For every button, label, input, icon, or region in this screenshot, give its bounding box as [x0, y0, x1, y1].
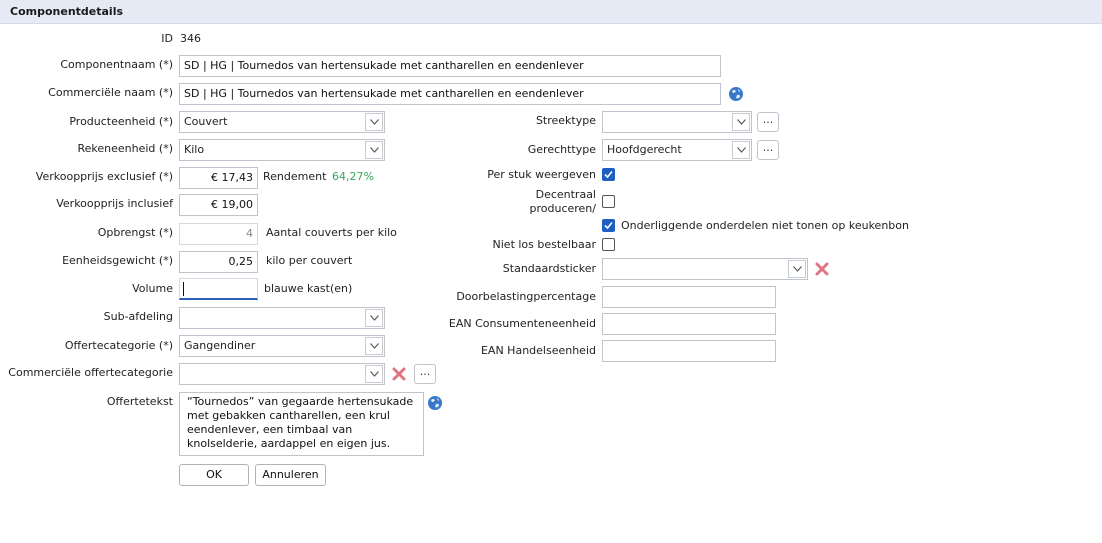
sub-afdeling-label: Sub-afdeling	[103, 310, 173, 323]
producteenheid-value: Couvert	[184, 115, 228, 128]
offertecategorie-label: Offertecategorie (*)	[64, 339, 173, 352]
commerciele-offertecategorie-label: Commerciële offertecategorie	[8, 366, 173, 379]
producteenheid-label: Producteenheid (*)	[69, 115, 173, 128]
niet-los-checkbox[interactable]	[602, 238, 615, 251]
standaardsticker-label: Standaardsticker	[502, 262, 596, 275]
componentnaam-input[interactable]: SD | HG | Tournedos van hertensukade met cantharellen en eendenlever	[179, 55, 721, 77]
gerechttype-select[interactable]	[602, 139, 752, 161]
eenheidsgewicht-input[interactable]: 0,25	[179, 251, 258, 273]
remove-x-icon[interactable]	[815, 262, 829, 276]
opbrengst-input: 4	[179, 223, 258, 245]
chevron-down-icon[interactable]	[365, 365, 383, 383]
opbrengst-label: Opbrengst (*)	[97, 226, 173, 239]
per-stuk-checkbox[interactable]	[602, 168, 615, 181]
chevron-down-icon[interactable]	[788, 260, 806, 278]
chevron-down-icon[interactable]	[365, 141, 383, 159]
verkoopprijs-excl-label: Verkoopprijs exclusief (*)	[35, 170, 173, 183]
globe-icon[interactable]	[427, 395, 443, 411]
id-label: ID	[161, 32, 173, 45]
onderliggende-checkbox[interactable]	[602, 219, 615, 232]
doorbelasting-label: Doorbelastingpercentage	[456, 290, 596, 303]
offertecategorie-value: Gangendiner	[184, 339, 256, 352]
sub-afdeling-select[interactable]	[179, 307, 385, 329]
eenheidsgewicht-label: Eenheidsgewicht (*)	[62, 254, 173, 267]
offertetekst-label: Offertetekst	[106, 395, 173, 408]
checkmark-icon	[604, 170, 613, 179]
rendement-label: Rendement	[263, 170, 327, 183]
commerciele-offertecategorie-more-button[interactable]: ...	[414, 364, 436, 384]
annuleren-button[interactable]: Annuleren	[255, 464, 326, 486]
doorbelasting-input[interactable]	[602, 286, 776, 308]
per-stuk-label: Per stuk weergeven	[487, 168, 596, 181]
gerechttype-label: Gerechttype	[527, 143, 596, 156]
remove-x-icon[interactable]	[392, 367, 406, 381]
offertecategorie-select[interactable]	[179, 335, 385, 357]
id-value: 346	[180, 32, 201, 45]
gerechttype-value: Hoofdgerecht	[607, 143, 682, 156]
rendement-value: 64,27%	[332, 170, 374, 183]
chevron-down-icon[interactable]	[365, 113, 383, 131]
streektype-label: Streektype	[535, 114, 596, 127]
componentnaam-label: Componentnaam (*)	[60, 58, 173, 71]
niet-los-label: Niet los bestelbaar	[492, 238, 596, 251]
checkmark-icon	[604, 221, 613, 230]
ean-handel-input[interactable]	[602, 340, 776, 362]
ean-handel-label: EAN Handelseenheid	[480, 344, 596, 357]
verkoopprijs-excl-input[interactable]: € 17,43	[179, 167, 258, 189]
ean-consument-input[interactable]	[602, 313, 776, 335]
ean-consument-label: EAN Consumenteneenheid	[448, 317, 596, 330]
gerechttype-more-button[interactable]: ...	[757, 140, 779, 160]
chevron-down-icon[interactable]	[732, 141, 750, 159]
globe-icon[interactable]	[728, 86, 744, 102]
producteenheid-select[interactable]	[179, 111, 385, 133]
section-header	[0, 0, 1102, 24]
commerciele-naam-label: Commerciële naam (*)	[48, 86, 173, 99]
section-title: Componentdetails	[10, 5, 124, 18]
rekeneenheid-value: Kilo	[184, 143, 205, 156]
streektype-more-button[interactable]: ...	[757, 112, 779, 132]
decentraal-label-line2: produceren/	[529, 202, 596, 215]
decentraal-checkbox[interactable]	[602, 195, 615, 208]
decentraal-label-line1: Decentraal	[535, 188, 596, 201]
verkoopprijs-incl-input[interactable]: € 19,00	[179, 194, 258, 216]
opbrengst-suffix: Aantal couverts per kilo	[266, 226, 397, 239]
eenheidsgewicht-suffix: kilo per couvert	[266, 254, 353, 267]
standaardsticker-select[interactable]	[602, 258, 808, 280]
volume-input[interactable]	[179, 278, 258, 300]
rekeneenheid-select[interactable]	[179, 139, 385, 161]
chevron-down-icon[interactable]	[365, 309, 383, 327]
ok-button[interactable]: OK	[179, 464, 249, 486]
verkoopprijs-incl-label: Verkoopprijs inclusief	[56, 197, 173, 210]
text-caret	[183, 282, 184, 296]
offertetekst-textarea[interactable]: “Tournedos” van gegaarde hertensukade met gebakken cantharellen, een krul eendenlever, een timbaal van knolselderie, aardappel en eigen jus.	[179, 392, 424, 456]
streektype-select[interactable]	[602, 111, 752, 133]
commerciele-naam-input[interactable]: SD | HG | Tournedos van hertensukade met cantharellen en eendenlever	[179, 83, 721, 105]
onderliggende-label: Onderliggende onderdelen niet tonen op keukenbon	[621, 219, 909, 232]
chevron-down-icon[interactable]	[732, 113, 750, 131]
commerciele-offertecategorie-select[interactable]	[179, 363, 385, 385]
volume-label: Volume	[132, 282, 173, 295]
rekeneenheid-label: Rekeneenheid (*)	[77, 142, 173, 155]
volume-suffix: blauwe kast(en)	[264, 282, 353, 295]
chevron-down-icon[interactable]	[365, 337, 383, 355]
